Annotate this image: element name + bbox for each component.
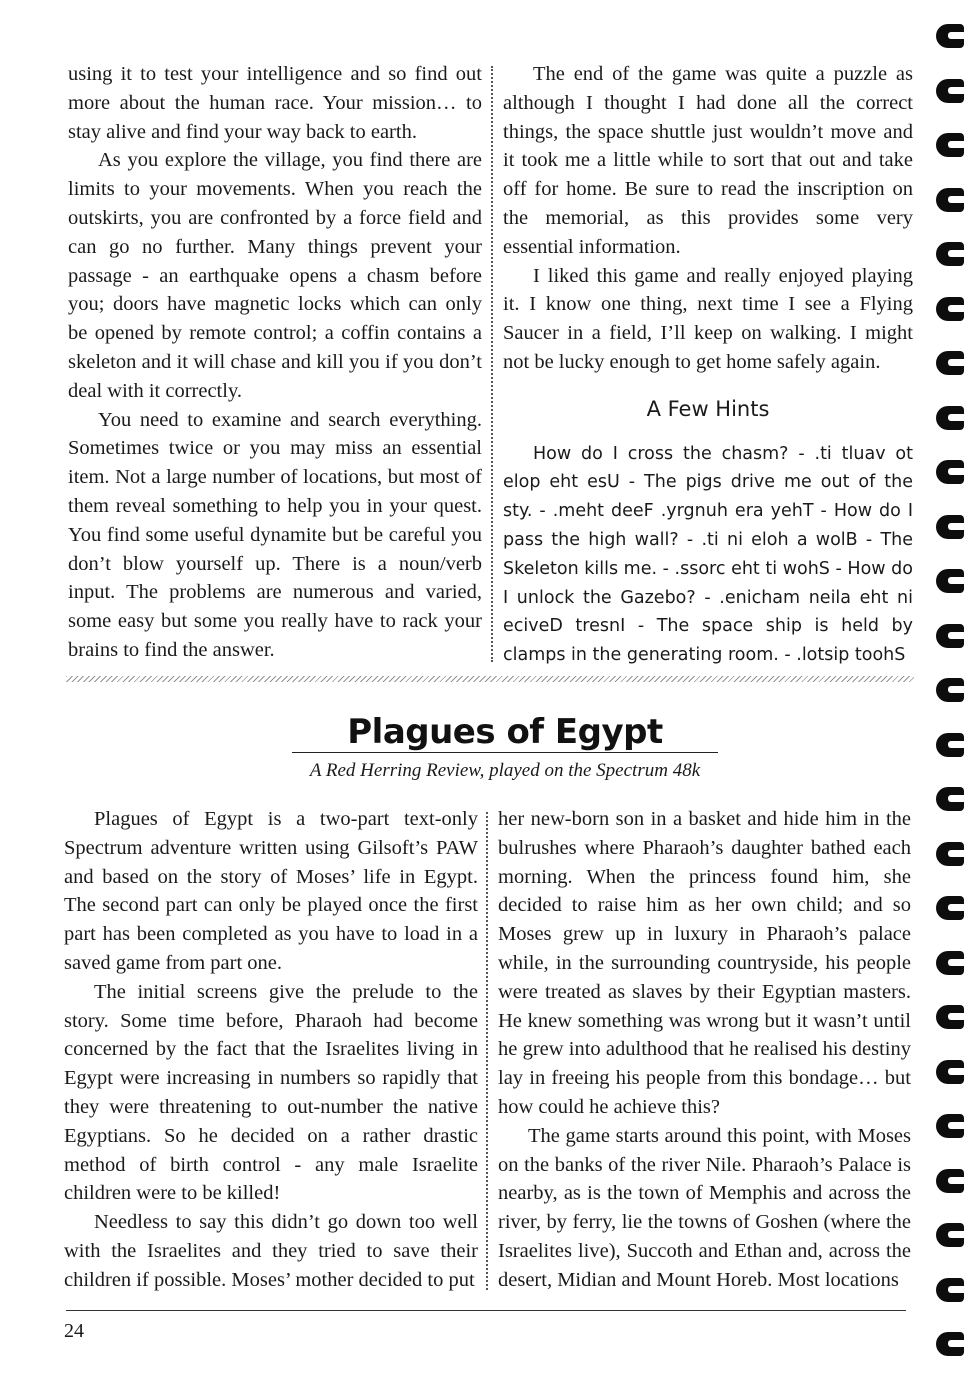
binding-ring: [936, 297, 966, 321]
paragraph: You need to examine and search everything. Sometimes twice or you may miss an essential item. Not a large number of locations, but most of them reveal something to help you in your quest. You find some useful dynamite but be careful you don’t blow yourself up. There is a noun/verb input. The problems are numerous and varied, some easy but some you really have to rack your brains to find the answer.: [68, 408, 482, 661]
paragraph: As you explore the village, you find there are limits to your movements. When you reach the outskirts, you are confronted by a force field and can go no further. Many things prevent your passage - an earthquake opens a chasm before you; doors have magnetic locks which can only be opened by remote control; a coffin contains a skeleton and it will chase and kill you if you don’t deal with it correctly.: [68, 149, 482, 402]
binding-ring: [936, 460, 966, 484]
binding-ring: [936, 1169, 966, 1193]
binding-ring: [936, 242, 966, 266]
footer-rule: [66, 1310, 906, 1311]
hints-text: How do I cross the chasm? - .ti tluav ot elop eht esU - The pigs drive me out of the sty. - .meht deeF .yrgnuh era yehT - How do I pass the high wall? - .ti ni eloh a wolB - The Skeleton kills me. - .ssorc eht ti wohS - How do I unlock the Gazebo? - .enicham neila eht ni eciveD tresnI - The space ship is held by clamps in the generating room. - .lotsip toohS: [503, 443, 913, 666]
binding-ring: [936, 624, 966, 648]
binding-ring: [936, 1005, 966, 1029]
paragraph: Needless to say this didn’t go down too well with the Israelites and they tried to save their children if possible. Moses’ mother decided to put: [64, 1211, 478, 1291]
paragraph: her new-born son in a basket and hide him in the bulrushes where Pharaoh’s daughter bathed each morning. When the princess found him, she decided to raise him as her own child; and so Moses grew up in luxury in Pharaoh’s palace while, in the surrounding countryside, his people were treated as slaves by their Egyptian masters. He knew something was wrong but it wasn’t until he grew into adulthood that he realised his destiny lay in freeing his people from this bondage… but how could he achieve this?: [498, 808, 911, 1118]
binding-ring: [936, 188, 966, 212]
top-left-column: [68, 60, 482, 665]
paragraph: The game starts around this point, with Moses on the banks of the river Nile. Pharaoh’s Palace is nearby, as is the town of Memphis and across the river, by ferry, lie the towns of Goshen (where the Israelites live), Succoth and Ethan and, across the desert, Midian and Mount Horeb. Most locations: [498, 1124, 911, 1291]
paragraph: The initial screens give the prelude to the story. Some time before, Pharaoh had become concerned by the fact that the Israelites living in Egypt were increasing in numbers so rapidly that they were threatening to out-number the native Egyptians. So he decided on a rather drastic method of birth control - any male Israelite children were to be killed!: [64, 980, 478, 1205]
spiral-binding: [930, 0, 970, 1375]
paragraph: I liked this game and really enjoyed playing it. I know one thing, next time I see a Flying Saucer in a field, I’ll keep on walking. I might not be lucky enough to get home safely again.: [503, 264, 913, 373]
binding-ring: [936, 79, 966, 103]
section-separator: [66, 676, 914, 682]
binding-ring: [936, 896, 966, 920]
binding-ring: [936, 1332, 966, 1356]
title-underline: [292, 752, 718, 753]
binding-ring: [936, 733, 966, 757]
binding-ring: [936, 842, 966, 866]
binding-ring: [936, 951, 966, 975]
binding-ring: [936, 351, 966, 375]
article-right-column: [498, 805, 911, 1295]
paragraph: using it to test your intelligence and so find out more about the human race. Your mission… to stay alive and find your way back to earth.: [68, 63, 482, 143]
binding-ring: [936, 24, 966, 48]
paragraph: Plagues of Egypt is a two-part text-only Spectrum adventure written using Gilsoft’s PAW and based on the story of Moses’ life in Egypt. The second part can only be played once the first part has been completed as you have to load in a saved game from part one.: [64, 808, 478, 974]
binding-ring: [936, 787, 966, 811]
column-divider: [491, 66, 493, 662]
paragraph: The end of the game was quite a puzzle as although I thought I had done all the correct things, the space shuttle just wouldn’t move and it took me a little while to sort that out and take off for home. Be sure to read the inscription on the memorial, as this provides some very essential information.: [503, 63, 913, 258]
binding-ring: [936, 406, 966, 430]
binding-ring: [936, 1060, 966, 1084]
binding-ring: [936, 678, 966, 702]
binding-ring: [936, 1278, 966, 1302]
top-right-column: [503, 60, 913, 670]
article-title: Plagues of Egypt: [347, 712, 663, 752]
binding-ring: [936, 1223, 966, 1247]
column-divider: [486, 812, 488, 1290]
page-number: 24: [64, 1320, 84, 1342]
binding-ring: [936, 515, 966, 539]
binding-ring: [936, 133, 966, 157]
binding-ring: [936, 1114, 966, 1138]
article-left-column: [64, 805, 478, 1295]
hints-heading: A Few Hints: [646, 396, 770, 421]
binding-ring: [936, 569, 966, 593]
article-subtitle: A Red Herring Review, played on the Spectrum 48k: [309, 760, 701, 781]
